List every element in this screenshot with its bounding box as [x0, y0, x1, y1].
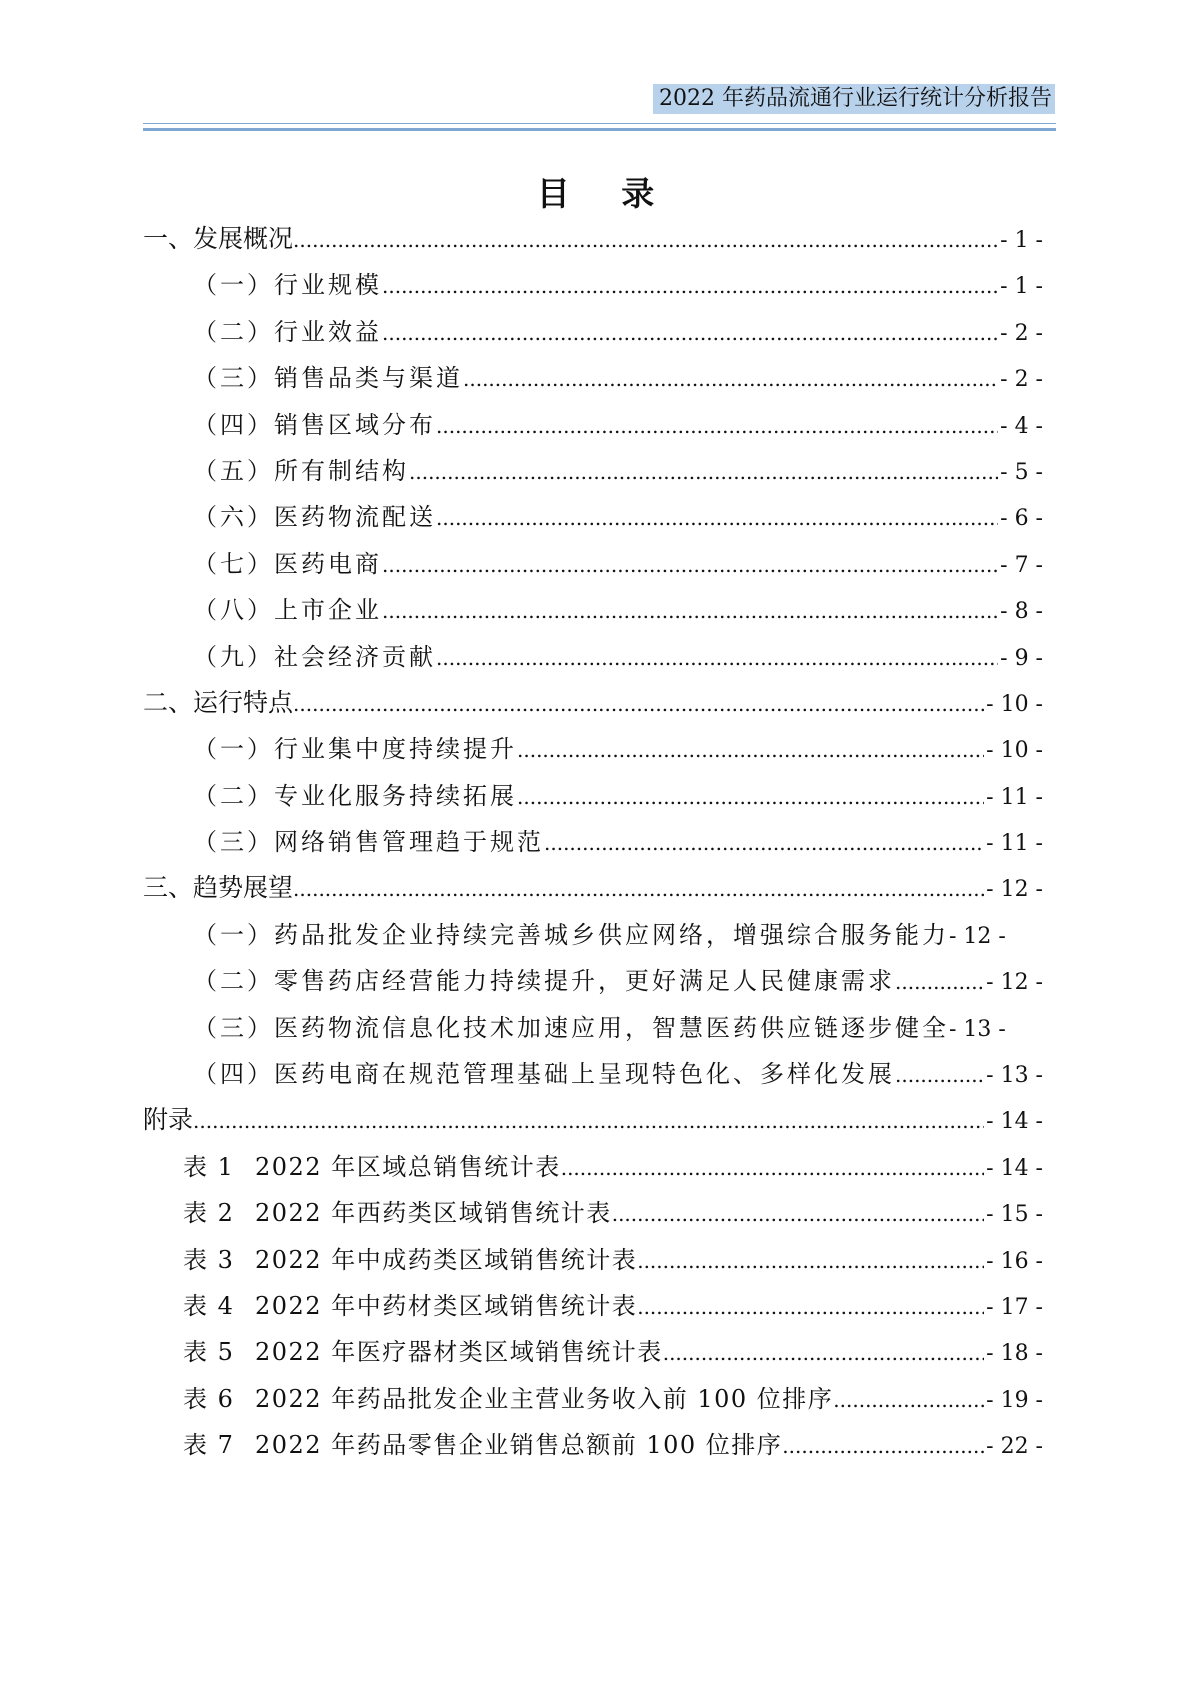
toc-entry-label: （一）药品批发企业持续完善城乡供应网络，增强综合服务能力: [193, 920, 949, 949]
toc-entry-label: [183, 1332, 663, 1367]
toc-entry[interactable]: [143, 1054, 1043, 1100]
toc-leader-dots: [436, 646, 998, 670]
toc-entry[interactable]: [143, 868, 1043, 914]
toc-entry-label: （三）网络销售管理趋于规范: [193, 828, 544, 857]
toc-entry[interactable]: [143, 1286, 1043, 1332]
running-header-title: 2022 年药品流通行业运行统计分析报告: [653, 84, 1055, 114]
toc-page-number: - 12 -: [986, 970, 1043, 996]
toc-entry[interactable]: [143, 1240, 1043, 1286]
toc-table-title: 2022 年中成药类区域销售统计表: [255, 1245, 638, 1274]
toc-entry-label: （三）销售品类与渠道: [193, 364, 463, 393]
toc-page-number: - 8 -: [1000, 599, 1043, 625]
toc-page-number: - 6 -: [1000, 506, 1043, 532]
toc-leader-dots: [517, 738, 984, 762]
toc-table-title: 2022 年药品零售企业销售总额前 100 位排序: [255, 1431, 783, 1460]
toc-leader-dots: [382, 321, 998, 345]
toc-table-number: 表 7: [183, 1431, 235, 1460]
toc-entry[interactable]: [143, 405, 1043, 451]
toc-entry[interactable]: [143, 1008, 1043, 1054]
toc-page-number: - 18 -: [986, 1341, 1043, 1367]
toc-leader-dots: [409, 460, 998, 484]
toc-entry[interactable]: [143, 590, 1043, 636]
toc-page-number: - 2 -: [1000, 320, 1043, 346]
toc-leader-dots: [544, 831, 984, 855]
toc-leader-dots: [833, 1388, 984, 1412]
header-rule-thin: [143, 123, 1056, 124]
toc-page-number: - 11 -: [986, 784, 1043, 810]
toc-leader-dots: [895, 1063, 984, 1087]
toc-page-number: - 10 -: [986, 691, 1043, 717]
toc-leader-dots: [517, 785, 984, 809]
toc-entry[interactable]: [143, 776, 1043, 822]
toc-leader-dots: [663, 1341, 984, 1365]
toc-entry[interactable]: [143, 822, 1043, 868]
toc-leader-dots: [637, 1249, 984, 1273]
toc-entry-label: （二）行业效益: [193, 317, 382, 346]
toc-leader-dots: [293, 228, 998, 252]
toc-entry-label: 附录: [143, 1105, 194, 1135]
toc-entry-label: [183, 1286, 637, 1321]
toc-page-number: - 19 -: [986, 1387, 1043, 1413]
toc-entry-label: （七）医药电商: [193, 549, 382, 578]
toc-entry-label: [183, 1147, 561, 1182]
toc-leader-dots: [612, 1202, 984, 1226]
toc-leader-dots: [561, 1156, 984, 1180]
toc-entry[interactable]: [143, 637, 1043, 683]
header-rule-thick: [143, 128, 1056, 131]
toc-entry-label: [183, 1193, 612, 1228]
toc-leader-dots: [436, 414, 998, 438]
toc-page-number: - 16 -: [986, 1248, 1043, 1274]
toc-entry[interactable]: [143, 544, 1043, 590]
toc-entry[interactable]: [143, 1147, 1043, 1193]
toc-leader-dots: [895, 970, 984, 994]
toc-entry-label: （二）专业化服务持续拓展: [193, 781, 517, 810]
toc-page-number: - 14 -: [986, 1155, 1043, 1181]
toc-leader-dots: [382, 274, 998, 298]
toc-entry-label: 一、发展概况: [143, 224, 294, 253]
toc-entry[interactable]: [143, 1332, 1043, 1378]
toc-entry[interactable]: [143, 915, 1043, 961]
toc-entry[interactable]: [143, 312, 1043, 358]
toc-leader-dots: [637, 1295, 984, 1319]
toc-entry[interactable]: [143, 1425, 1043, 1471]
toc-leader-dots: [463, 367, 998, 391]
toc-page-number: - 10 -: [986, 738, 1043, 764]
toc-table-title: 2022 年中药材类区域销售统计表: [255, 1291, 638, 1320]
toc-leader-dots: [293, 692, 984, 716]
toc-page-number: - 1 -: [1000, 274, 1043, 300]
toc-heading: 目 录: [536, 174, 675, 213]
toc-entry-label: （五）所有制结构: [193, 456, 409, 485]
toc-page-number: - 7 -: [1000, 552, 1043, 578]
toc-entry[interactable]: [143, 265, 1043, 311]
toc-entry[interactable]: [143, 358, 1043, 404]
table-of-contents: [143, 219, 1043, 1472]
toc-table-number: 表 4: [183, 1291, 235, 1320]
toc-page-number: - 14 -: [986, 1109, 1043, 1135]
toc-table-number: 表 1: [183, 1152, 235, 1181]
toc-page-number: - 9 -: [1000, 645, 1043, 671]
toc-entry[interactable]: [143, 961, 1043, 1007]
toc-entry[interactable]: [143, 1100, 1043, 1146]
toc-page-number: - 4 -: [1000, 413, 1043, 439]
toc-page-number: - 12 -: [949, 923, 1006, 949]
toc-entry-label: （一）行业规模: [193, 271, 382, 300]
toc-entry[interactable]: [143, 451, 1043, 497]
toc-entry-label: （二）零售药店经营能力持续提升，更好满足人民健康需求: [193, 967, 895, 996]
toc-leader-dots: [436, 506, 998, 530]
toc-entry-label: （四）销售区域分布: [193, 410, 436, 439]
toc-table-number: 表 5: [183, 1338, 235, 1367]
toc-page-number: - 13 -: [949, 1016, 1006, 1042]
toc-entry-label: （一）行业集中度持续提升: [193, 735, 517, 764]
toc-leader-dots: [382, 553, 998, 577]
toc-entry-label: （九）社会经济贡献: [193, 642, 436, 671]
toc-entry-label: （四）医药电商在规范管理基础上呈现特色化、多样化发展: [193, 1060, 895, 1089]
toc-entry-label: （三）医药物流信息化技术加速应用，智慧医药供应链逐步健全: [193, 1013, 949, 1042]
toc-table-number: 表 3: [183, 1245, 235, 1274]
toc-entry-label: [183, 1425, 782, 1460]
toc-entry[interactable]: [143, 683, 1043, 729]
toc-entry[interactable]: [143, 219, 1043, 265]
toc-leader-dots: [382, 599, 998, 623]
toc-entry[interactable]: [143, 1193, 1043, 1239]
toc-entry-label: （六）医药物流配送: [193, 503, 436, 532]
toc-entry[interactable]: [143, 1379, 1043, 1425]
toc-page-number: - 11 -: [986, 831, 1043, 857]
toc-leader-dots: [193, 1109, 984, 1133]
toc-page-number: - 22 -: [986, 1434, 1043, 1460]
toc-page-number: - 13 -: [986, 1063, 1043, 1089]
toc-entry-label: [183, 1379, 833, 1414]
toc-entry-label: [183, 1240, 637, 1275]
toc-page-number: - 15 -: [986, 1202, 1043, 1228]
toc-leader-dots: [782, 1434, 984, 1458]
toc-page-number: - 5 -: [1000, 459, 1043, 485]
toc-table-title: 2022 年药品批发企业主营业务收入前 100 位排序: [255, 1384, 834, 1413]
toc-page-number: - 17 -: [986, 1294, 1043, 1320]
toc-leader-dots: [293, 877, 984, 901]
toc-entry[interactable]: [143, 497, 1043, 543]
toc-entry[interactable]: [143, 729, 1043, 775]
toc-table-number: 表 2: [183, 1199, 235, 1228]
toc-table-title: 2022 年医疗器材类区域销售统计表: [255, 1338, 663, 1367]
toc-entry-label: 三、趋势展望: [143, 873, 294, 903]
toc-page-number: - 1 -: [1000, 228, 1043, 253]
toc-table-title: 2022 年西药类区域销售统计表: [255, 1199, 612, 1228]
toc-entry-label: 二、运行特点: [143, 687, 294, 717]
toc-table-number: 表 6: [183, 1384, 235, 1413]
toc-table-title: 2022 年区域总销售统计表: [255, 1152, 561, 1181]
toc-page-number: - 2 -: [1000, 367, 1043, 393]
toc-page-number: - 12 -: [986, 877, 1043, 903]
toc-entry-label: （八）上市企业: [193, 596, 382, 625]
